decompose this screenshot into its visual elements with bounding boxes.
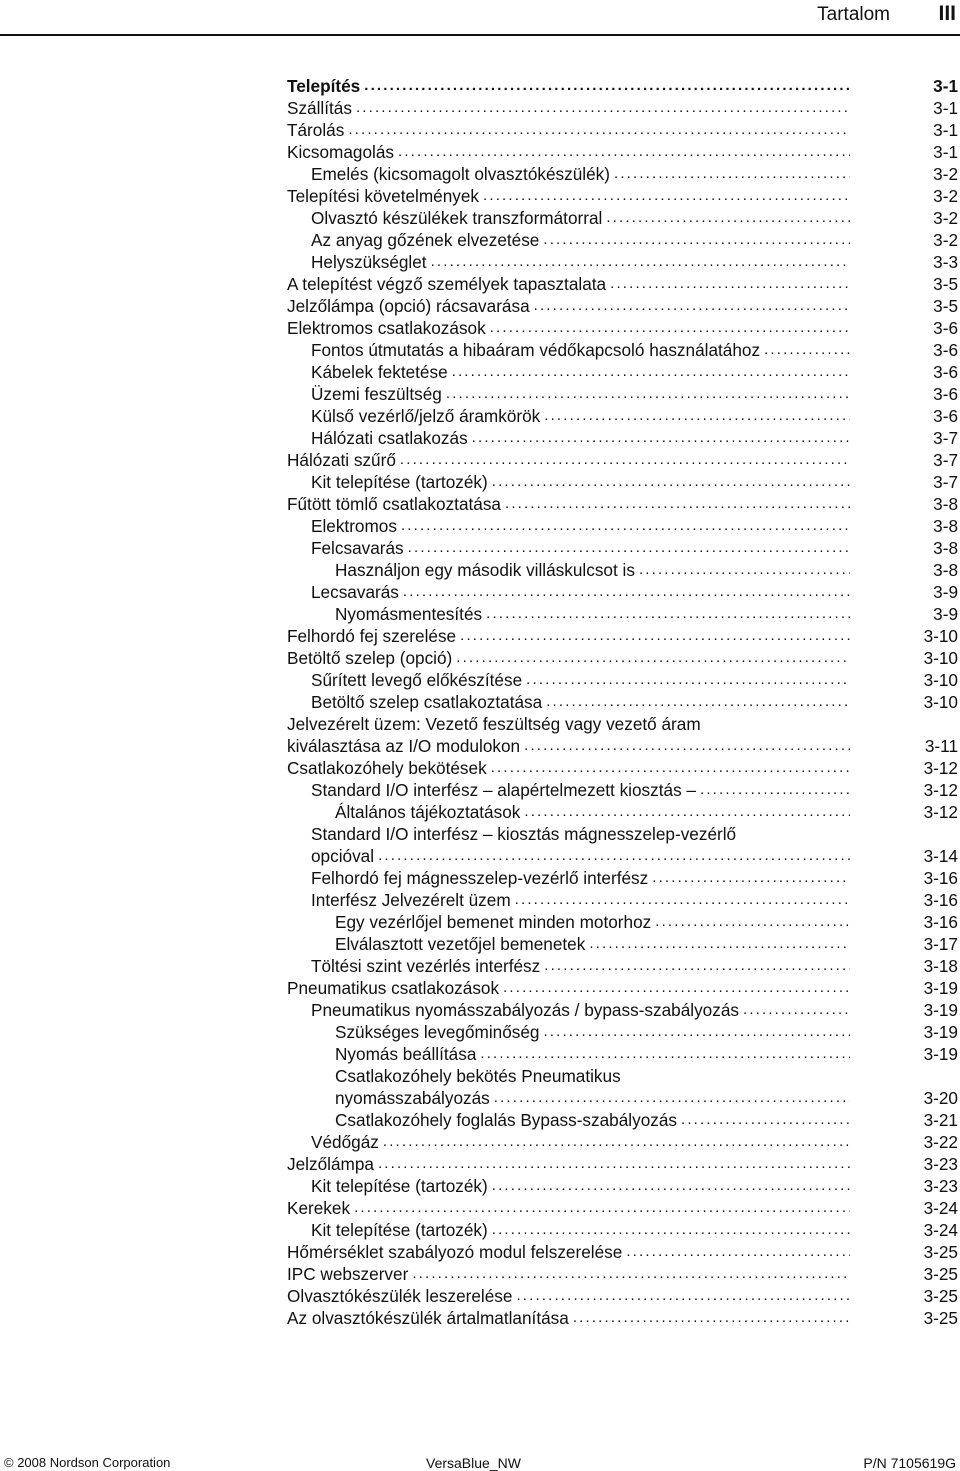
dot-leader: [408, 537, 850, 559]
toc-entry-label: Felcsavarás: [311, 538, 404, 558]
dot-leader: [544, 405, 850, 427]
toc-entry[interactable]: [287, 1021, 958, 1043]
toc-entry[interactable]: [287, 779, 958, 801]
dot-leader: [401, 515, 850, 537]
toc-entry-label: Olvasztó készülékek transzformátorral: [311, 208, 603, 228]
toc-entry[interactable]: [287, 75, 958, 97]
dot-leader: [486, 603, 850, 625]
header-rule: [0, 34, 960, 36]
toc-entry-page: 3-8: [933, 516, 958, 536]
toc-entry-label: Betöltő szelep (opció): [287, 648, 453, 668]
dot-leader: [378, 1153, 850, 1175]
toc-entry[interactable]: [287, 823, 958, 867]
toc-entry-label: Elektromos csatlakozások: [287, 318, 486, 338]
toc-entry-page: 3-8: [933, 538, 958, 558]
toc-entry[interactable]: [287, 251, 958, 273]
toc-entry[interactable]: [287, 317, 958, 339]
toc-entry[interactable]: [287, 383, 958, 405]
dot-leader: [480, 1043, 850, 1065]
dot-leader: [492, 1175, 850, 1197]
toc-entry-label: Standard I/O interfész – kiosztás mágnesszelep-vezérlő: [311, 824, 737, 844]
dot-leader: [655, 911, 850, 933]
dot-leader: [398, 141, 850, 163]
toc-entry[interactable]: [287, 339, 958, 361]
page-number: III: [938, 2, 956, 25]
toc-entry-label: Interfész Jelvezérelt üzem: [311, 890, 511, 910]
toc-entry[interactable]: [287, 1043, 958, 1065]
toc-entry[interactable]: [287, 295, 958, 317]
toc-entry[interactable]: [287, 647, 958, 669]
toc-entry-page: 3-5: [933, 296, 958, 316]
toc-entry-label: Egy vezérlőjel bemenet minden motorhoz: [335, 912, 652, 932]
toc-entry-page: 3-19: [923, 1022, 958, 1042]
toc-entry-page: 3-10: [923, 692, 958, 712]
toc-entry-page: 3-2: [933, 208, 958, 228]
toc-entry-label: Fontos útmutatás a hibaáram védőkapcsoló használatához: [311, 340, 761, 360]
toc-entry-label: Standard I/O interfész – alapértelmezett kiosztás –: [311, 780, 696, 800]
toc-entry[interactable]: [287, 1241, 958, 1263]
toc-entry-label: Telepítés: [287, 76, 361, 96]
toc-entry-page: 3-1: [933, 142, 958, 162]
toc-entry-label: Üzemi feszültség: [311, 384, 442, 404]
toc-entry-label: Hőmérséklet szabályozó modul felszerelése: [287, 1242, 623, 1262]
toc-entry[interactable]: [287, 889, 958, 911]
dot-leader: [446, 383, 850, 405]
page-footer: [0, 1449, 960, 1469]
toc-entry-page: 3-17: [923, 934, 958, 954]
toc-entry-label-continued: opcióval: [311, 846, 375, 866]
toc-entry[interactable]: [287, 581, 958, 603]
toc-entry-page: 3-16: [923, 868, 958, 888]
toc-entry-label: Kit telepítése (tartozék): [311, 472, 488, 492]
toc-entry-label: A telepítést végző személyek tapasztalata: [287, 274, 607, 294]
toc-entry-page: 3-9: [933, 604, 958, 624]
toc-entry[interactable]: [287, 669, 958, 691]
toc-entry[interactable]: [287, 1219, 958, 1241]
dot-leader: [606, 207, 850, 229]
toc-entry-label: Hálózati szűrő: [287, 450, 396, 470]
toc-entry-page: 3-2: [933, 164, 958, 184]
toc-entry-page: 3-1: [933, 76, 958, 96]
toc-entry[interactable]: [287, 1109, 958, 1131]
toc-entry-page: 3-2: [933, 230, 958, 250]
toc-entry-label: Jelzőlámpa (opció) rácsavarása: [287, 296, 530, 316]
toc-entry[interactable]: [287, 999, 958, 1021]
toc-entry[interactable]: [287, 1263, 958, 1285]
toc-entry-page: 3-19: [923, 1044, 958, 1064]
toc-entry-label: Általános tájékoztatások: [335, 802, 521, 822]
toc-entry-page: 3-19: [923, 1000, 958, 1020]
toc-entry-page: 3-12: [923, 802, 958, 822]
toc-entry-label: Telepítési követelmények: [287, 186, 480, 206]
dot-leader: [492, 1219, 850, 1241]
toc-entry-label: IPC webszerver: [287, 1264, 409, 1284]
toc-entry[interactable]: [287, 1131, 958, 1153]
toc-entry-page: 3-25: [923, 1308, 958, 1328]
toc-entry-label: Fűtött tömlő csatlakoztatása: [287, 494, 501, 514]
toc-entry[interactable]: [287, 471, 958, 493]
toc-entry-page: 3-6: [933, 384, 958, 404]
toc-entry-label: Felhordó fej mágnesszelep-vezérlő interfész: [311, 868, 649, 888]
dot-leader: [546, 691, 850, 713]
toc-entry[interactable]: [287, 119, 958, 141]
toc-entry[interactable]: [287, 449, 958, 471]
dot-leader: [526, 669, 850, 691]
dot-leader: [456, 647, 850, 669]
toc-entry-label-continued: kiválasztása az I/O modulokon: [287, 736, 521, 756]
toc-entry-label: Csatlakozóhely bekötés Pneumatikus: [335, 1066, 621, 1086]
toc-entry-label: Védőgáz: [311, 1132, 379, 1152]
toc-entry-label: Felhordó fej szerelése: [287, 626, 457, 646]
toc-entry-label: Csatlakozóhely foglalás Bypass-szabályozás: [335, 1110, 678, 1130]
toc-entry-label: Pneumatikus csatlakozások: [287, 978, 500, 998]
dot-leader: [383, 1131, 850, 1153]
section-title: Tartalom: [817, 4, 890, 25]
toc-entry[interactable]: [287, 559, 958, 581]
toc-entry-page: 3-6: [933, 406, 958, 426]
toc-entry[interactable]: [287, 1153, 958, 1175]
page-header: [0, 0, 960, 30]
toc-entry-label: Kerekek: [287, 1198, 351, 1218]
toc-entry-page: 3-6: [933, 340, 958, 360]
toc-entry-label-continued: nyomásszabályozás: [335, 1088, 490, 1108]
toc-entry[interactable]: [287, 97, 958, 119]
toc-entry[interactable]: [287, 427, 958, 449]
toc-entry[interactable]: [287, 977, 958, 999]
dot-leader: [534, 295, 850, 317]
toc-entry[interactable]: [287, 163, 958, 185]
dot-leader: [364, 75, 850, 97]
toc-entry-page: 3-7: [933, 428, 958, 448]
toc-entry[interactable]: [287, 537, 958, 559]
toc-entry[interactable]: [287, 405, 958, 427]
dot-leader: [505, 493, 850, 515]
toc-entry-label: Külső vezérlő/jelző áramkörök: [311, 406, 541, 426]
toc-entry-page: 3-8: [933, 560, 958, 580]
toc-entry-page: 3-2: [933, 186, 958, 206]
dot-leader: [700, 779, 850, 801]
dot-leader: [743, 999, 850, 1021]
toc-entry-page: 3-22: [923, 1132, 958, 1152]
dot-leader: [412, 1263, 850, 1285]
toc-entry-label: Elválasztott vezetőjel bemenetek: [335, 934, 586, 954]
dot-leader: [764, 339, 850, 361]
toc-entry[interactable]: [287, 933, 958, 955]
toc-entry-page: 3-1: [933, 120, 958, 140]
toc-entry[interactable]: [287, 273, 958, 295]
toc-entry-label: Pneumatikus nyomásszabályozás / bypass-szabályozás: [311, 1000, 739, 1020]
dot-leader: [544, 955, 850, 977]
part-number: P/N 7105619G: [863, 1455, 956, 1471]
toc-entry-page: 3-10: [923, 626, 958, 646]
dot-leader: [515, 889, 850, 911]
toc-entry[interactable]: [287, 1175, 958, 1197]
toc-entry-page: 3-23: [923, 1176, 958, 1196]
toc-entry-page: 3-25: [923, 1286, 958, 1306]
toc-entry[interactable]: [287, 801, 958, 823]
toc-entry[interactable]: [287, 911, 958, 933]
dot-leader: [490, 317, 850, 339]
toc-entry[interactable]: [287, 955, 958, 977]
toc-entry-label: Betöltő szelep csatlakoztatása: [311, 692, 543, 712]
toc-entry-page: 3-12: [923, 758, 958, 778]
toc-entry-label: Tárolás: [287, 120, 345, 140]
toc-entry-label: Csatlakozóhely bekötések: [287, 758, 487, 778]
toc-entry-label: Helyszükséglet: [311, 252, 427, 272]
toc-entry-label: Nyomás beállítása: [335, 1044, 477, 1064]
toc-entry-page: 3-11: [924, 736, 958, 756]
dot-leader: [639, 559, 850, 581]
toc-entry-page: 3-1: [933, 98, 958, 118]
table-of-contents: [287, 75, 958, 1329]
toc-entry[interactable]: [287, 867, 958, 889]
dot-leader: [589, 933, 850, 955]
toc-entry-label: Olvasztókészülék leszerelése: [287, 1286, 513, 1306]
toc-entry-label: Szükséges levegőminőség: [335, 1022, 540, 1042]
toc-entry-label: Elektromos: [311, 516, 397, 536]
dot-leader: [492, 471, 850, 493]
toc-entry[interactable]: [287, 229, 958, 251]
toc-entry[interactable]: [287, 1197, 958, 1219]
toc-entry[interactable]: [287, 493, 958, 515]
dot-leader: [472, 427, 850, 449]
dot-leader: [543, 1021, 850, 1043]
toc-entry-label: Hálózati csatlakozás: [311, 428, 468, 448]
toc-entry-page: 3-24: [923, 1220, 958, 1240]
toc-entry-label: Kit telepítése (tartozék): [311, 1176, 488, 1196]
toc-entry-page: 3-10: [923, 670, 958, 690]
toc-entry-page: 3-18: [923, 956, 958, 976]
dot-leader: [524, 735, 850, 757]
toc-entry-label: Az anyag gőzének elvezetése: [311, 230, 540, 250]
dot-leader: [626, 1241, 850, 1263]
toc-entry-label: Töltési szint vezérlés interfész: [311, 956, 541, 976]
toc-entry-page: 3-25: [923, 1242, 958, 1262]
toc-entry[interactable]: [287, 207, 958, 229]
toc-entry-label: Kicsomagolás: [287, 142, 394, 162]
toc-entry-label: Jelvezérelt üzem: Vezető feszültség vagy vezető áram: [287, 714, 701, 734]
toc-entry-page: 3-25: [923, 1264, 958, 1284]
toc-entry-label: Nyomásmentesítés: [335, 604, 483, 624]
toc-entry-page: 3-5: [933, 274, 958, 294]
dot-leader: [573, 1307, 850, 1329]
toc-entry-label: Jelzőlámpa: [287, 1154, 374, 1174]
toc-entry[interactable]: [287, 1285, 958, 1307]
dot-leader: [614, 163, 850, 185]
dot-leader: [652, 867, 850, 889]
toc-entry-label: Szállítás: [287, 98, 352, 118]
toc-entry-page: 3-10: [923, 648, 958, 668]
dot-leader: [400, 449, 850, 471]
toc-entry-page: 3-16: [923, 912, 958, 932]
toc-entry[interactable]: [287, 1307, 958, 1329]
toc-entry-page: 3-16: [923, 890, 958, 910]
toc-entry-page: 3-6: [933, 318, 958, 338]
dot-leader: [356, 97, 850, 119]
toc-entry[interactable]: [287, 361, 958, 383]
dot-leader: [452, 361, 850, 383]
toc-entry[interactable]: [287, 713, 958, 757]
toc-entry-page: 3-21: [923, 1110, 958, 1130]
toc-entry-page: 3-14: [923, 846, 958, 866]
product-name: VersaBlue_NW: [426, 1455, 521, 1471]
toc-entry-page: 3-8: [933, 494, 958, 514]
toc-entry[interactable]: [287, 625, 958, 647]
toc-entry-page: 3-23: [923, 1154, 958, 1174]
dot-leader: [494, 1087, 850, 1109]
toc-entry-label: Az olvasztókészülék ártalmatlanítása: [287, 1308, 569, 1328]
toc-entry[interactable]: [287, 141, 958, 163]
toc-entry-page: 3-9: [933, 582, 958, 602]
toc-entry[interactable]: [287, 185, 958, 207]
dot-leader: [348, 119, 850, 141]
toc-entry-label: Használjon egy második villáskulcsot is: [335, 560, 635, 580]
toc-entry-page: 3-20: [923, 1088, 958, 1108]
dot-leader: [516, 1285, 850, 1307]
toc-entry-label: Emelés (kicsomagolt olvasztókészülék): [311, 164, 610, 184]
toc-entry[interactable]: [287, 515, 958, 537]
toc-entry-page: 3-19: [923, 978, 958, 998]
toc-entry[interactable]: [287, 603, 958, 625]
toc-entry-page: 3-7: [933, 472, 958, 492]
toc-entry-page: 3-24: [923, 1198, 958, 1218]
dot-leader: [378, 845, 850, 867]
toc-entry[interactable]: [287, 757, 958, 779]
dot-leader: [354, 1197, 850, 1219]
dot-leader: [503, 977, 850, 999]
dot-leader: [431, 251, 850, 273]
toc-entry-label: Lecsavarás: [311, 582, 399, 602]
toc-entry-page: 3-6: [933, 362, 958, 382]
toc-entry-label: Kábelek fektetése: [311, 362, 448, 382]
dot-leader: [403, 581, 850, 603]
toc-entry-page: 3-7: [933, 450, 958, 470]
dot-leader: [543, 229, 850, 251]
dot-leader: [491, 757, 850, 779]
dot-leader: [610, 273, 850, 295]
dot-leader: [681, 1109, 850, 1131]
toc-entry[interactable]: [287, 1065, 958, 1109]
toc-entry[interactable]: [287, 691, 958, 713]
dot-leader: [524, 801, 850, 823]
toc-entry-page: 3-12: [923, 780, 958, 800]
toc-entry-page: 3-3: [933, 252, 958, 272]
toc-entry-label: Sűrített levegő előkészítése: [311, 670, 523, 690]
copyright-notice: © 2008 Nordson Corporation: [4, 1455, 171, 1470]
toc-entry-label: Kit telepítése (tartozék): [311, 1220, 488, 1240]
dot-leader: [460, 625, 850, 647]
dot-leader: [483, 185, 850, 207]
